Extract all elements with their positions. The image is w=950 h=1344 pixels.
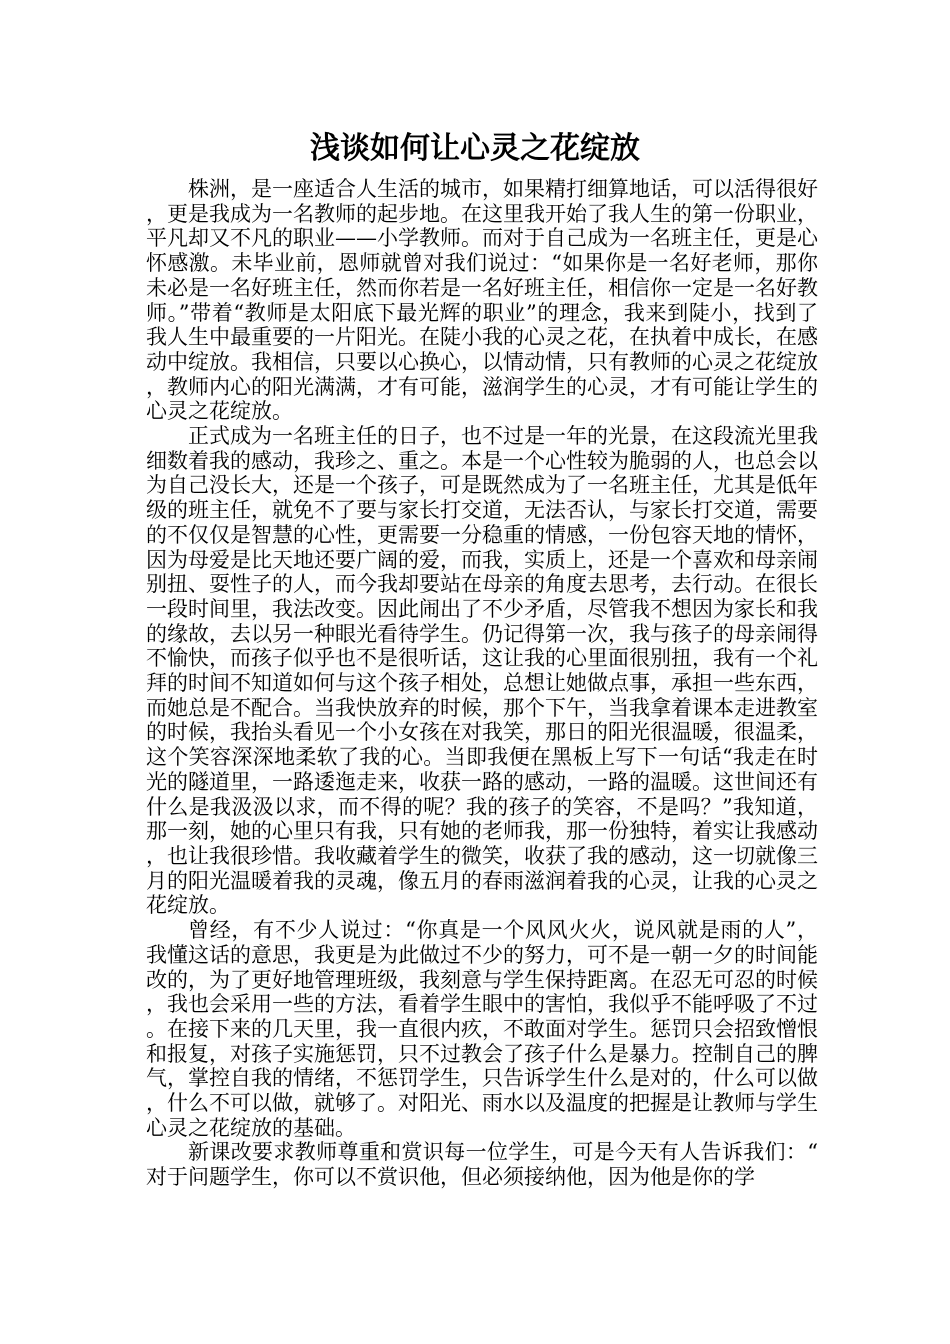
document-body <box>146 177 818 1190</box>
document-title: 浅谈如何让心灵之花绽放 <box>310 131 640 166</box>
paragraph: 株洲，是一座适合人生活的城市，如果精打细算地话，可以活得很好，更是我成为一名教师的起步地。在这里我开始了我人生的第一份职业，平凡却又不凡的职业——小学教师。而对于自己成为一名班主任，更是心怀感激。未毕业前，恩师就曾对我们说过：“如果你是一名好老师，那你未必是一名好班主任，然而你若是一名好班主任，相信你一定是一名好教师。”带着“教师是太阳底下最光辉的职业”的理念，我来到陡小，找到了我人生中最重要的一片阳光。在陡小我的心灵之花，在执着中成长，在感动中绽放。我相信，只要以心换心，以情动情，只有教师的心灵之花绽放，教师内心的阳光满满，才有可能，滋润学生的心灵，才有可能让学生的心灵之花绽放。 <box>146 177 818 424</box>
paragraph: 曾经，有不少人说过：“你真是一个风风火火，说风就是雨的人”，我懂这话的意思，我更是为此做过不少的努力，可不是一朝一夕的时间能改的，为了更好地管理班级，我刻意与学生保持距离。在忍无可忍的时候，我也会采用一些的方法，看着学生眼中的害怕，我似乎不能呼吸了不过。在接下来的几天里，我一直很内疚，不敢面对学生。惩罚只会招致憎恨和报复，对孩子实施惩罚，只不过教会了孩子什么是暴力。控制自己的脾气，掌控自我的情绪，不惩罚学生，只告诉学生什么是对的，什么可以做，什么不可以做，就够了。对阳光、雨水以及温度的把握是让教师与学生心灵之花绽放的基础。 <box>146 918 818 1140</box>
paragraph: 正式成为一名班主任的日子，也不过是一年的光景，在这段流光里我细数着我的感动，我珍之、重之。本是一个心性较为脆弱的人，也总会以为自己没长大，还是一个孩子，可是既然成为了一名班主任，尤其是低年级的班主任，就免不了要与家长打交道，无法否认，与家长打交道，需要的不仅仅是智慧的心性，更需要一分稳重的情感，一份包容天地的情怀，因为母爱是比天地还要广阔的爱，而我，实质上，还是一个喜欢和母亲闹别扭、耍性子的人，而今我却要站在母亲的角度去思考，去行动。在很长一段时间里，我法改变。因此闹出了不少矛盾，尽管我不想因为家长和我的缘故，去以另一种眼光看待学生。仍记得第一次，我与孩子的母亲闹得不愉快，而孩子似乎也不是很听话，这让我的心里面很别扭，我有一个礼拜的时间不知道如何与这个孩子相处，总想让她做点事，承担一些东西，而她总是不配合。当我快放弃的时候，那个下午，当我拿着课本走进教室的时候，我抬头看见一个小女孩在对我笑，那日的阳光很温暖，很温柔，这个笑容深深地柔软了我的心。当即我便在黑板上写下一句话“我走在时光的隧道里，一路逶迤走来，收获一路的感动，一路的温暖。这世间还有什么是我汲汲以求，而不得的呢？我的孩子的笑容，不是吗？”我知道，那一刻，她的心里只有我，只有她的老师我，那一份独特，着实让我感动，也让我很珍惜。我收藏着学生的微笑，收获了我的感动，这一切就像三月的阳光温暖着我的灵魂，像五月的春雨滋润着我的心灵，让我的心灵之花绽放。 <box>146 424 818 918</box>
paragraph: 新课改要求教师尊重和赏识每一位学生，可是今天有人告诉我们：“对于问题学生，你可以不赏识他，但必须接纳他，因为他是你的学 <box>146 1140 818 1190</box>
